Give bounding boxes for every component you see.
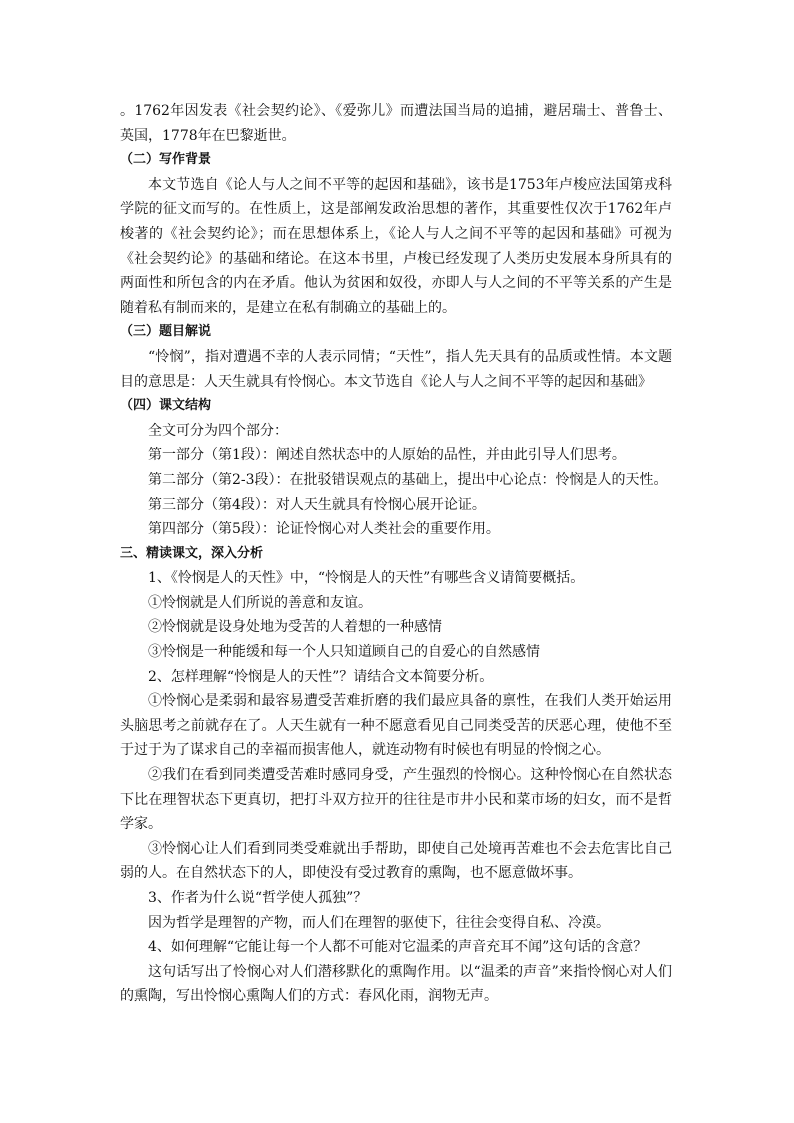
answer-3: 因为哲学是理智的产物，而人们在理智的驱使下，往往会变得自私、冷漠。 (148, 914, 610, 931)
answer-1-point-3: ③怜悯是一种能缓和每一个人只知道顾自己的自爱心的自然感情 (148, 644, 540, 661)
question-4: 4、如何理解“它能让每一个人都不可能对它温柔的声音充耳不闻”这句话的含意？ (148, 939, 648, 956)
question-2: 2、怎样理解“怜悯是人的天性”？请结合文本简要分析。 (148, 668, 494, 685)
heading-writing-background: （二）写作背景 (120, 152, 212, 168)
answer-4: 这句话写出了怜悯心对人们潜移默化的熏陶作用。以“温柔的声音”来指怜悯心对人们的熏陶，写出怜悯心熏陶人们的方式：春风化雨，润物无声。 (120, 963, 672, 1005)
question-3: 3、作者为什么说“哲学使人孤独”？ (148, 890, 368, 906)
answer-2-point-2: ②我们在看到同类遭受苦难时感同身受，产生强烈的怜悯心。这种怜悯心在自然状态下比在理智状态下更真切，把打斗双方拉开的往往是市井小民和菜市场的妇女，而不是哲学家。 (120, 767, 672, 833)
document-body (120, 99, 672, 1009)
paragraph-structure-part-3: 第三部分（第4段）：对人天生就具有怜悯心展开论证。 (148, 496, 486, 513)
paragraph-structure-part-4: 第四部分（第5段）：论证怜悯心对人类社会的重要作用。 (148, 521, 500, 538)
question-1: 1、《怜悯是人的天性》中，“怜悯是人的天性”有哪些含义请简要概括。 (148, 570, 585, 587)
paragraph-writing-background: 本文节选自《论人与人之间不平等的起因和基础》，该书是1753年卢梭应法国第戎科学院的征文而写的。在性质上，这是部阐发政治思想的著作，其重要性仅次于1762年卢梭著的《社会契约论》；而在思想体系上，《论人与人之间不平等的起因和基础》可视为《社会契约论》的基础和绪论。在这本书里，卢梭已经发现了人类历史发展本身所具有的两面性和所包含的内在矛盾。他认为贫困和奴役，亦即人与人之间的不平等关系的产生是随着私有制而来的，是建立在私有制确立的基础上的。 (120, 176, 672, 316)
answer-2-point-3: ③怜悯心让人们看到同类受难就出手帮助，即使自己处境再苦难也不会去危害比自己弱的人。在自然状态下的人，即使没有受过教育的熏陶，也不愿意做坏事。 (120, 840, 672, 882)
heading-text-structure: （四）课文结构 (120, 398, 212, 414)
answer-1-point-1: ①怜悯就是人们所说的善意和友谊。 (148, 594, 372, 611)
paragraph-author-bio: 。1762年因发表《社会契约论》、《爱弥儿》而遭法国当局的追捕，避居瑞士、普鲁士、英国，1778年在巴黎逝世。 (120, 103, 672, 144)
heading-close-reading: 三、精读课文，深入分析 (120, 545, 264, 561)
paragraph-structure-part-1: 第一部分（第1段）：阐述自然状态中的人原始的品性，并由此引导人们思考。 (148, 447, 626, 464)
paragraph-structure-intro: 全文可分为四个部分： (148, 422, 288, 439)
heading-title-explanation: （三）题目解说 (120, 324, 212, 340)
paragraph-structure-part-2: 第二部分（第2-3段）：在批驳错误观点的基础上，提出中心论点：怜悯是人的天性。 (148, 471, 668, 488)
paragraph-title-explanation: “怜悯”，指对遭遇不幸的人表示同情；“天性”，指人先天具有的品质或性情。本文题目的意思是：人天生就具有怜悯心。本文节选自《论人与人之间不平等的起因和基础》 (120, 348, 672, 390)
answer-2-point-1: ①怜悯心是柔弱和最容易遭受苦难折磨的我们最应具备的禀性，在我们人类开始运用头脑思考之前就存在了。人天生就有一种不愿意看见自己同类受苦的厌恶心理，使他不至于过于为了谋求自己的幸福而损害他人，就连动物有时候也有明显的怜悯之心。 (120, 693, 672, 759)
answer-1-point-2: ②怜悯就是设身处地为受苦的人着想的一种感情 (148, 619, 442, 636)
